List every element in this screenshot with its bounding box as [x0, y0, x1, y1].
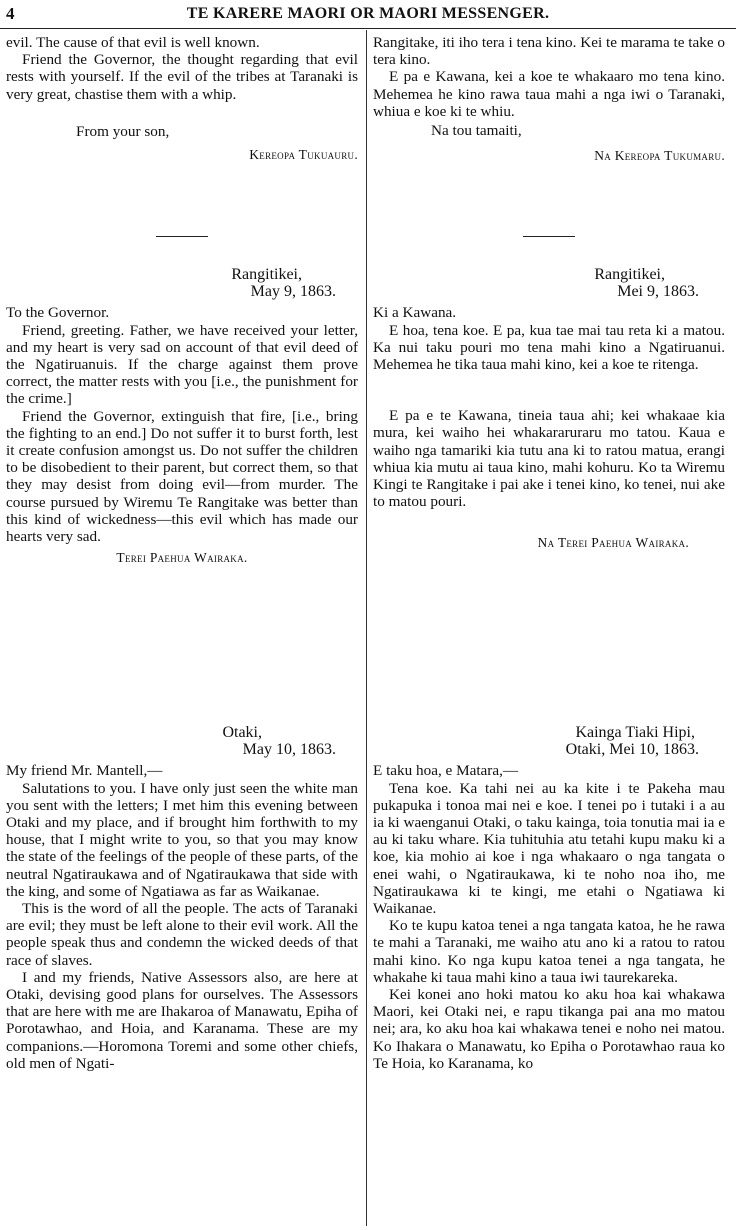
letter-otaki-english [6, 724, 358, 1072]
letter-paragraph: Salutations to you. I have only just seen the white man you sent with the letters; I met him this evening between Otaki and my place, and if brought him forthwith to my house, that I might write to you, so that you may know the state of the feelings of the people of these parts, of the neutral Ngatiraukawa and of Ngatiraukawa that side with the king, and some of Ngatiawa as far as Waikanae. [6, 779, 358, 900]
letter-date: Otaki, Mei 10, 1863. [565, 741, 699, 759]
letter-place: Kainga Tiaki Hipi, [575, 724, 695, 741]
page-header [0, 2, 736, 29]
letter-paragraph: Friend the Governor, extinguish that fire, [i.e., bring the fighting to an end.] Do not suffer it to burst forth, lest it create confusion amongst us. Do not suffer the children to be disobedient to their parent, but correct them, so that they may desist from doing evil—from murder. The course pursued by Wiremu Te Rangitake was better than this kind of wickedness—this evil which has made our hearts very sad. [6, 407, 358, 546]
letter-kereopa-english [6, 34, 358, 163]
letter-paragraph: Ko te kupu katoa tenei a nga tangata katoa, he he rawa te mahi a Taranaki, me waiho atu ano ki a ratou to ratou mahi kino. Ko nga kupu katoa tenei a nga tangata, he whakahe ki taua mahi kino a taua iwi taurekareka. [373, 917, 725, 986]
letter-signature: Na Kereopa Tukumaru. [594, 148, 725, 164]
letter-date: May 9, 1863. [250, 283, 336, 301]
letter-paragraph: Friend, greeting. Father, we have received your letter, and my heart is very sad on account of that evil deed of the Ngatiruanuis. If the charge against them prove correct, the matter rests with you [i.e., the punishment for the crime.] [6, 321, 358, 408]
letter-otaki-maori [373, 724, 725, 1072]
letter-date: May 10, 1863. [242, 741, 336, 759]
letter-paragraph: This is the word of all the people. The acts of Taranaki are evil; they must be left alone to their evil work. All the people speak thus and condemn the wicked deeds of that race of slaves. [6, 900, 358, 969]
letter-terei-maori [373, 266, 725, 552]
letter-paragraph: evil. The cause of that evil is well known. [6, 34, 260, 51]
letter-salutation: Ki a Kawana. [373, 304, 457, 322]
paragraph-gap [373, 373, 725, 407]
section-separator [523, 236, 575, 237]
letter-signature: Kereopa Tukuauru. [249, 147, 358, 163]
letter-salutation: E taku hoa, e Matara,— [373, 762, 519, 780]
letter-paragraph: Friend the Governor, the thought regarding that evil rests with yourself. If the evil of the tribes at Taranaki is very great, chastise them with a whip. [6, 51, 358, 103]
letter-paragraph: Tena koe. Ka tahi nei au ka kite i te Pakeha mau pukapuka i tonoa mai nei e koe. I tenei po i tutaki i a au ia ki waenganui Otaki, o taku kainga, toia tonutia mai ia e au ki taku whare. Kia tuhituhia atu tetahi kupu maku ki a koe, kia mohio ai koe i nga whakaaro o nga tangata o enei wahi, o Ngatiraukawa, ki te noho noa iho, me Ngatiraukawa ki te kingi, me etahi o Ngatiawa ki Waikanae. [373, 779, 725, 918]
letter-paragraph: I and my friends, Native Assessors also, are here at Otaki, devising good plans for ourselves. The Assessors that are here with me are Ihakaroa of Manawatu, Epiha of Porotawhao, and Hoia, and Karanama. These are my companions.—Horomona Toremi and some other chiefs, old men of Ngati- [6, 968, 358, 1072]
letter-signature: Terei Paehua Wairaka. [116, 550, 248, 566]
letter-signature: Na Terei Paehua Wairaka. [537, 535, 689, 551]
letter-place: Rangitikei, [231, 266, 302, 283]
letter-place: Otaki, [222, 724, 262, 741]
letter-kereopa-maori [373, 34, 725, 164]
running-title: TE KARERE MAORI OR MAORI MESSENGER. [186, 5, 550, 22]
letter-salutation: To the Governor. [6, 304, 110, 322]
letter-paragraph: Rangitake, iti iho tera i tena kino. Kei te marama te take o tera kino. [373, 34, 725, 69]
letter-terei-english [6, 266, 358, 566]
letter-place: Rangitikei, [594, 266, 665, 283]
letter-paragraph: E pa e Kawana, kei a koe te whakaaro mo tena kino. Mehemea he kino rawa taua mahi a nga iwi o Taranaki, whiua e koe ki te whiu. [373, 68, 725, 120]
letter-salutation: My friend Mr. Mantell,— [6, 762, 163, 780]
letter-paragraph: E hoa, tena koe. E pa, kua tae mai tau reta ki a matou. Ka nui taku pouri mo tena mahi kino a Ngatiruanui. Mehemea he tika taua mahi kino, kei a koe te ritenga. [373, 321, 725, 374]
letter-closing: From your son, [76, 122, 170, 140]
letter-paragraph: Kei konei ano hoki matou ko aku hoa kai whakawa Maori, kei Otaki nei, e rapu tikanga pai ana mo matou nei; ara, ko aku hoa kai whakawa tenei e noho nei matou. Ko Ihakara o Manawatu, ko Epiha o Porotawhao raua ko Te Hoia, ko Karanama, ko [373, 986, 725, 1072]
letter-closing: Na tou tamaiti, [431, 122, 522, 140]
section-separator [156, 236, 208, 237]
page-number: 4 [6, 4, 15, 23]
letter-paragraph: E pa e te Kawana, tineia taua ahi; kei whakaae kia mura, kei waiho hei whakararuraru mo tatou. Kaua e waiho nga tamariki kia tutu ana ki to ratou matua, erangi whiua kia mutu ai taua kino, mahi kohuru. Ko ta Wiremu Kingi te Rangitake i pai ake i tenei kino, ko tenei, nui ake to matou pouri. [373, 407, 725, 511]
column-divider [366, 30, 367, 1226]
letter-date: Mei 9, 1863. [617, 283, 699, 301]
